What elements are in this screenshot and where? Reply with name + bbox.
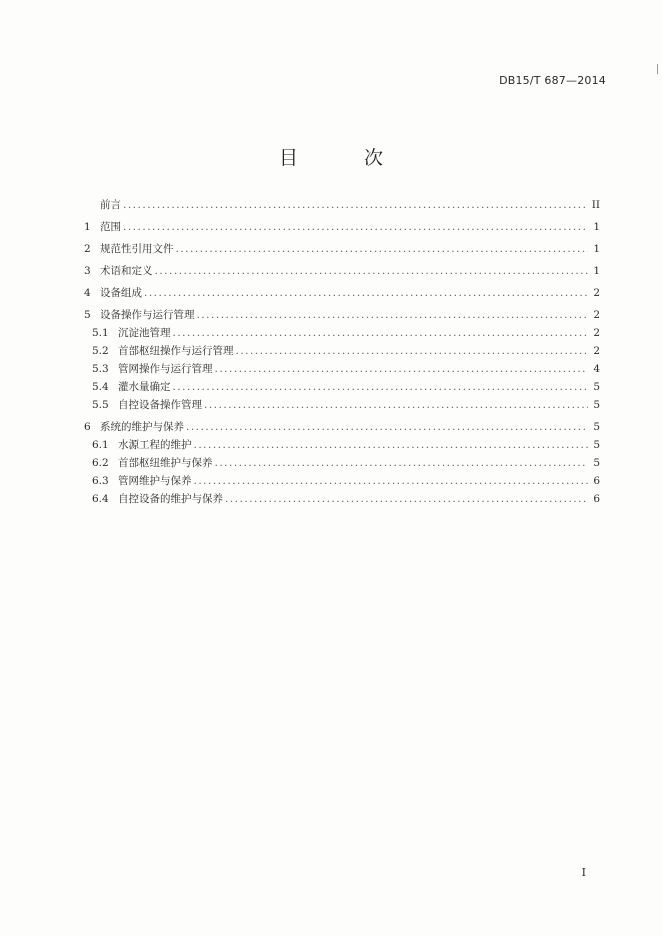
toc-entry-number: 2 bbox=[84, 243, 91, 255]
toc-entry-page: 4 bbox=[593, 363, 600, 375]
dot-leader bbox=[197, 308, 589, 323]
dot-leader bbox=[186, 420, 588, 435]
dot-leader bbox=[215, 362, 589, 377]
dot-leader bbox=[176, 242, 589, 257]
toc-entry[interactable] bbox=[84, 362, 600, 377]
toc-entry-page: 6 bbox=[593, 493, 600, 505]
toc-entry-page: 2 bbox=[593, 345, 600, 357]
toc-entry-label: 设备操作与运行管理 bbox=[100, 309, 195, 321]
toc-entry[interactable] bbox=[84, 456, 600, 471]
dot-leader bbox=[173, 326, 589, 341]
toc-entry-number: 5.1 bbox=[92, 327, 109, 339]
toc-entry-label: 范围 bbox=[100, 221, 121, 233]
toc-entry[interactable] bbox=[84, 492, 600, 507]
toc-entry-page: 1 bbox=[593, 221, 600, 233]
toc-entry-number: 6.4 bbox=[92, 493, 109, 505]
toc-entry[interactable] bbox=[84, 420, 600, 435]
dot-leader bbox=[204, 398, 588, 413]
toc-entry-label: 首部枢纽操作与运行管理 bbox=[118, 345, 234, 357]
page-number: I bbox=[581, 866, 586, 879]
dot-leader bbox=[236, 344, 589, 359]
toc-entry-label: 前言 bbox=[100, 199, 121, 211]
toc-entry-label: 首部枢纽维护与保养 bbox=[118, 457, 213, 469]
toc-entry[interactable] bbox=[84, 242, 600, 257]
toc-entry-number: 5.5 bbox=[92, 399, 109, 411]
toc-entry-number: 5.3 bbox=[92, 363, 109, 375]
toc-entry-number: 5.2 bbox=[92, 345, 109, 357]
dot-leader bbox=[215, 456, 589, 471]
dot-leader bbox=[173, 380, 589, 395]
toc-entry-number: 6.1 bbox=[92, 439, 109, 451]
toc-entry-number: 4 bbox=[84, 287, 91, 299]
toc-entry-number: 3 bbox=[84, 265, 91, 277]
toc-entry-label: 管网维护与保养 bbox=[118, 475, 192, 487]
toc-entry-number: 6.2 bbox=[92, 457, 109, 469]
toc-entry-page: 5 bbox=[593, 439, 600, 451]
toc-entry-page: 2 bbox=[593, 309, 600, 321]
dot-leader bbox=[123, 198, 588, 213]
toc-entry-label: 灌水量确定 bbox=[118, 381, 171, 393]
toc-entry[interactable] bbox=[84, 326, 600, 341]
page-title: 目 次 bbox=[278, 147, 414, 169]
toc-entry-page: 1 bbox=[593, 265, 600, 277]
toc-entry-label: 沉淀池管理 bbox=[118, 327, 171, 339]
toc-entry[interactable] bbox=[84, 220, 600, 235]
dot-leader bbox=[123, 220, 588, 235]
dot-leader bbox=[225, 492, 588, 507]
toc-entry-page: 1 bbox=[593, 243, 600, 255]
toc-entry-number: 5.4 bbox=[92, 381, 109, 393]
toc-entry-page: 5 bbox=[593, 381, 600, 393]
dot-leader bbox=[144, 286, 588, 301]
toc-entry[interactable] bbox=[84, 344, 600, 359]
toc-entry-number: 5 bbox=[84, 309, 91, 321]
toc-entry-page: 2 bbox=[593, 287, 600, 299]
toc-entry-label: 水源工程的维护 bbox=[118, 439, 192, 451]
toc-entry-page: 5 bbox=[593, 421, 600, 433]
table-of-contents bbox=[84, 198, 600, 507]
toc-entry[interactable] bbox=[84, 198, 600, 213]
toc-entry-label: 管网操作与运行管理 bbox=[118, 363, 213, 375]
toc-entry-page: 6 bbox=[593, 475, 600, 487]
toc-entry-number: 6 bbox=[84, 421, 91, 433]
toc-entry-number: 6.3 bbox=[92, 475, 109, 487]
toc-entry[interactable] bbox=[84, 264, 600, 279]
toc-entry-label: 规范性引用文件 bbox=[100, 243, 174, 255]
toc-entry-page: 5 bbox=[593, 457, 600, 469]
toc-entry[interactable] bbox=[84, 398, 600, 413]
toc-entry-page: 5 bbox=[593, 399, 600, 411]
toc-entry-label: 术语和定义 bbox=[100, 265, 153, 277]
toc-entry-page: 2 bbox=[593, 327, 600, 339]
toc-entry-number: 1 bbox=[84, 221, 91, 233]
toc-entry-label: 自控设备的维护与保养 bbox=[118, 493, 223, 505]
document-code: DB15/T 687—2014 bbox=[499, 74, 606, 87]
dot-leader bbox=[194, 474, 589, 489]
dot-leader bbox=[155, 264, 589, 279]
toc-entry-label: 系统的维护与保养 bbox=[100, 421, 184, 433]
dot-leader bbox=[194, 438, 589, 453]
toc-entry[interactable] bbox=[84, 286, 600, 301]
toc-entry[interactable] bbox=[84, 438, 600, 453]
toc-entry[interactable] bbox=[84, 380, 600, 395]
toc-entry-label: 设备组成 bbox=[100, 287, 142, 299]
toc-entry[interactable] bbox=[84, 474, 600, 489]
toc-entry-label: 自控设备操作管理 bbox=[118, 399, 202, 411]
scan-edge-mark bbox=[657, 64, 658, 74]
toc-entry-page: II bbox=[591, 199, 600, 211]
toc-entry[interactable] bbox=[84, 308, 600, 323]
